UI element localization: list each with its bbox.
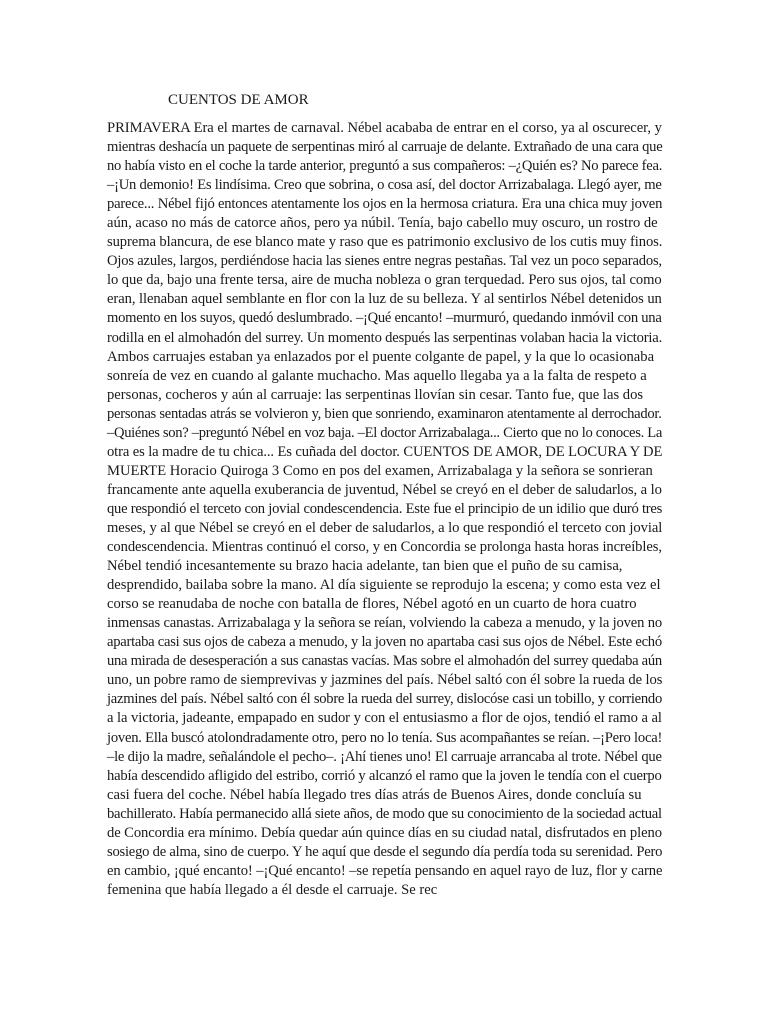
text-line: parece... Nébel fijó entonces atentamente los ojos en la hermosa criatura. Era una chica muy joven [107,196,663,213]
text-line: apartaba casi sus ojos de cabeza a menudo, y la joven no apartaba casi sus ojos de Nébel. Este echó [107,634,662,651]
text-line: de Concordia era mínimo. Debía quedar aún quince días en su ciudad natal, disfrutados en pleno [107,824,662,841]
text-line: casi fuera del coche. Nébel había llegado tres días atrás de Buenos Aires, donde concluía su [107,786,642,803]
text-line: femenina que había llegado a él desde el carruaje. Se rec [107,881,438,898]
text-line: MUERTE Horacio Quiroga 3 Como en pos del examen, Arrizabalaga y la señora se sonrieran [107,462,653,479]
text-line: desprendido, bailaba sobre la mano. Al día siguiente se reprodujo la escena; y como esta vez el [107,577,661,594]
text-line: Ambos carruajes estaban ya enlazados por el puente colgante de papel, y la que lo ocasionaba [107,348,655,365]
text-line: francamente ante aquella exuberancia de juventud, Nébel se creyó en el deber de saludarlos, a lo [107,481,662,498]
text-line: lo que da, bajo una frente tersa, aire de mucha nobleza o gran terquedad. Pero sus ojos, tal como [107,272,662,289]
text-line: sonreía de vez en cuando al galante muchacho. Mas aquello llegaba ya a la falta de respeto a [107,367,647,384]
document-title: CUENTOS DE AMOR [168,92,309,108]
text-line: mientras deshacía un paquete de serpentinas miró al carruaje de delante. Extrañado de una cara que [107,139,663,156]
text-line: PRIMAVERA Era el martes de carnaval. Nébel acababa de entrar en el corso, ya al oscurecer, y [107,120,662,136]
text-line: meses, y al que Nébel se creyó en el deber de saludarlos, a lo que respondió el terceto con jovial [107,519,663,536]
text-line: suprema blancura, de ese blanco mate y raso que es patrimonio exclusivo de los cutis muy finos. [107,234,663,251]
text-line: inmensas canastas. Arrizabalaga y la señora se reían, volviendo la cabeza a menudo, y la joven no [107,615,662,632]
text-line: personas, cocheros y aún al carruaje: las serpentinas llovían sin cesar. Tanto fue, que las dos [107,386,644,403]
text-line: aún, acaso no más de catorce años, pero ya núbil. Tenía, bajo cabello muy oscuro, un rostro de [107,215,658,232]
text-line: uno, un pobre ramo de siemprevivas y jazmines del país. Nébel saltó con él sobre la rueda de los [107,672,663,689]
text-line: no había visto en el coche la tarde anterior, preguntó a sus compañeros: –¿Quién es? No parece fea. [107,158,663,175]
text-line: –¡Un demonio! Es lindísima. Creo que sobrina, o cosa así, del doctor Arrizabalaga. Llegó ayer, me [107,177,662,194]
text-line: sosiego de alma, sino de cuerpo. Y he aquí que desde el segundo día perdía toda su serenidad. Pero [107,843,663,860]
text-line: a la victoria, jadeante, empapado en sudor y con el entusiasmo a flor de ojos, tendió el ramo a al [107,710,662,727]
text-line: joven. Ella buscó atolondradamente otro, pero no lo tenía. Sus acompañantes se reían. –¡Pero loca! [107,729,663,746]
text-line: –le dijo la madre, señalándole el pecho–. ¡Ahí tienes uno! El carruaje arrancaba al trote. Nébel que [107,748,662,765]
text-line: rodilla en el almohadón del surrey. Un momento después las serpentinas volaban hacia la victoria. [107,329,663,346]
text-line: que respondió el terceto con jovial condescendencia. Este fue el principio de un idilio que duró tres [107,500,663,517]
text-line: corso se reanudaba de noche con batalla de flores, Nébel agotó en un cuarto de hora cuatro [107,596,637,613]
document-body [107,119,662,900]
text-line: Nébel tendió incesantemente su brazo hacia adelante, tan bien que el puño de su camisa, [107,558,623,575]
text-line: Ojos azules, largos, perdiéndose hacia las sienes entre negras pestañas. Tal vez un poco separados, [107,253,662,270]
text-line: eran, llenaban aquel semblante en flor con la luz de su belleza. Y al sentirlos Nébel detenidos un [107,291,662,308]
text-line: –Quiénes son? –preguntó Nébel en voz baja. –El doctor Arrizabalaga... Cierto que no lo conoces. La [107,424,662,441]
text-line: en cambio, ¡qué encanto! –¡Qué encanto! –se repetía pensando en aquel rayo de luz, flor y carne [107,862,663,879]
text-line: había descendido afligido del estribo, corrió y alcanzó el ramo que la joven le tendía con el cuerpo [107,767,662,784]
text-line: una mirada de desesperación a sus canastas vacías. Mas sobre el almohadón del surrey quedaba aún [107,653,662,670]
text-line: condescendencia. Mientras continuó el corso, y en Concordia se prolonga hasta horas increíbles, [107,539,662,556]
text-line: jazmines del país. Nébel saltó con él sobre la rueda del surrey, dislocóse casi un tobillo, y corriendo [107,691,663,708]
text-line: personas sentadas atrás se volvieron y, bien que sonriendo, examinaron atentamente al derrochador. [107,405,662,422]
text-line: otra es la madre de tu chica... Es cuñada del doctor. CUENTOS DE AMOR, DE LOCURA Y DE [107,443,663,460]
text-line: bachillerato. Había permanecido allá siete años, de modo que su conocimiento de la sociedad actual [107,805,662,822]
text-line: momento en los suyos, quedó deslumbrado. –¡Qué encanto! –murmuró, quedando inmóvil con una [107,310,662,327]
